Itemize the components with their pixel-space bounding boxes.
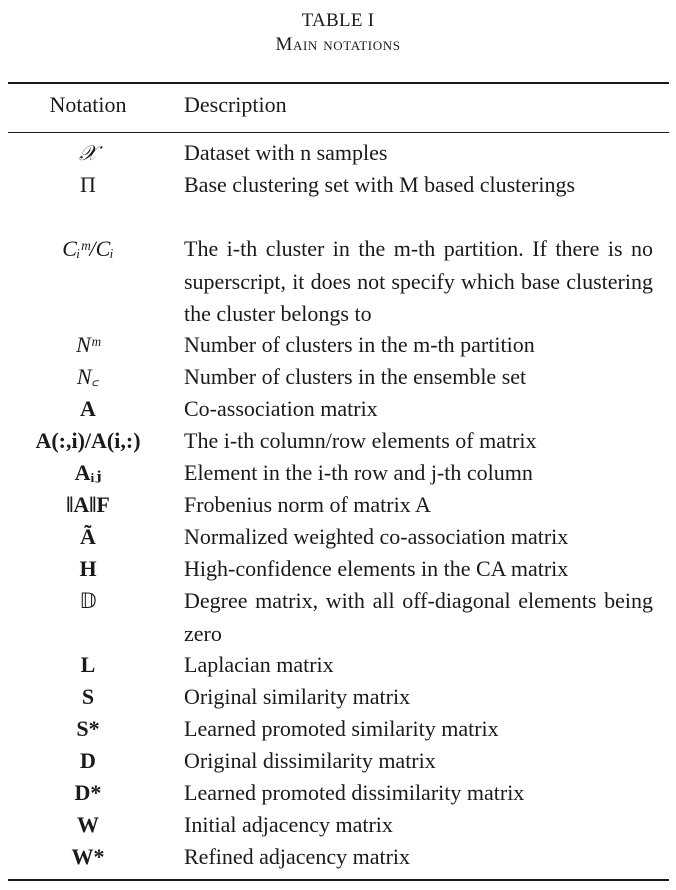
notation-clusters-in-partition: Nᵐ — [76, 332, 100, 357]
description-cluster: The i-th cluster in the m-th partition. If there is no superscript, it does not specify which base clustering the cluster belongs to — [184, 236, 653, 326]
description-matrix-element: Element in the i-th row and j-th column — [184, 460, 533, 485]
column-header-notation: Notation — [49, 92, 127, 117]
description-promoted-similarity: Learned promoted similarity matrix — [184, 716, 499, 741]
description-dissimilarity: Original dissimilarity matrix — [184, 748, 436, 773]
bottom-rule — [8, 879, 669, 881]
description-laplacian: Laplacian matrix — [184, 652, 334, 677]
description-refined-adjacency: Refined adjacency matrix — [184, 844, 411, 869]
description-clusters-in-partition: Number of clusters in the m-th partition — [184, 332, 535, 357]
notation-column-row-elements: A(:,i)/A(i,:) — [35, 428, 141, 453]
notation-promoted-dissimilarity: D* — [74, 780, 102, 805]
description-co-association-matrix: Co-association matrix — [184, 396, 378, 421]
header-rule — [8, 132, 669, 133]
notation-matrix-element: Aᵢⱼ — [74, 460, 102, 485]
table-title: Main notations — [275, 34, 401, 55]
description-column-row-elements: The i-th column/row elements of matrix — [184, 428, 537, 453]
notation-dataset: 𝒳 — [78, 141, 98, 165]
notation-promoted-similarity: S* — [76, 716, 100, 741]
notation-dissimilarity: D — [80, 748, 96, 773]
notation-degree-matrix: 𝔻 — [79, 589, 97, 613]
notation-base-clustering-set: Π — [80, 172, 96, 197]
notation-similarity: S — [81, 684, 95, 709]
notation-frobenius-norm: ‖A‖F — [66, 492, 110, 517]
description-clusters-in-ensemble: Number of clusters in the ensemble set — [184, 364, 527, 389]
description-high-confidence: High-confidence elements in the CA matrix — [184, 556, 569, 581]
notation-high-confidence: H — [79, 556, 97, 581]
notation-laplacian: L — [80, 652, 96, 677]
notation-cluster: Cᵢᵐ/Cᵢ — [62, 236, 114, 261]
description-base-clustering-set: Base clustering set with M based clusterings — [184, 172, 576, 197]
description-normalized-matrix: Normalized weighted co-association matrix — [184, 524, 569, 549]
notation-clusters-in-ensemble: N꜀ — [76, 364, 100, 389]
table-label: TABLE I — [301, 10, 375, 31]
notation-refined-adjacency: W* — [71, 844, 105, 869]
description-frobenius-norm: Frobenius norm of matrix A — [184, 492, 431, 517]
column-header-description: Description — [184, 92, 287, 117]
description-similarity: Original similarity matrix — [184, 684, 411, 709]
notation-normalized-matrix: Ã — [80, 524, 96, 549]
top-rule — [8, 82, 669, 84]
notation-adjacency: W — [77, 812, 99, 837]
description-promoted-dissimilarity: Learned promoted dissimilarity matrix — [184, 780, 525, 805]
notation-co-association-matrix: A — [80, 396, 96, 421]
description-degree-matrix: Degree matrix, with all off-diagonal elements being zero — [184, 588, 653, 646]
description-adjacency: Initial adjacency matrix — [184, 812, 393, 837]
description-dataset: Dataset with n samples — [184, 140, 388, 165]
